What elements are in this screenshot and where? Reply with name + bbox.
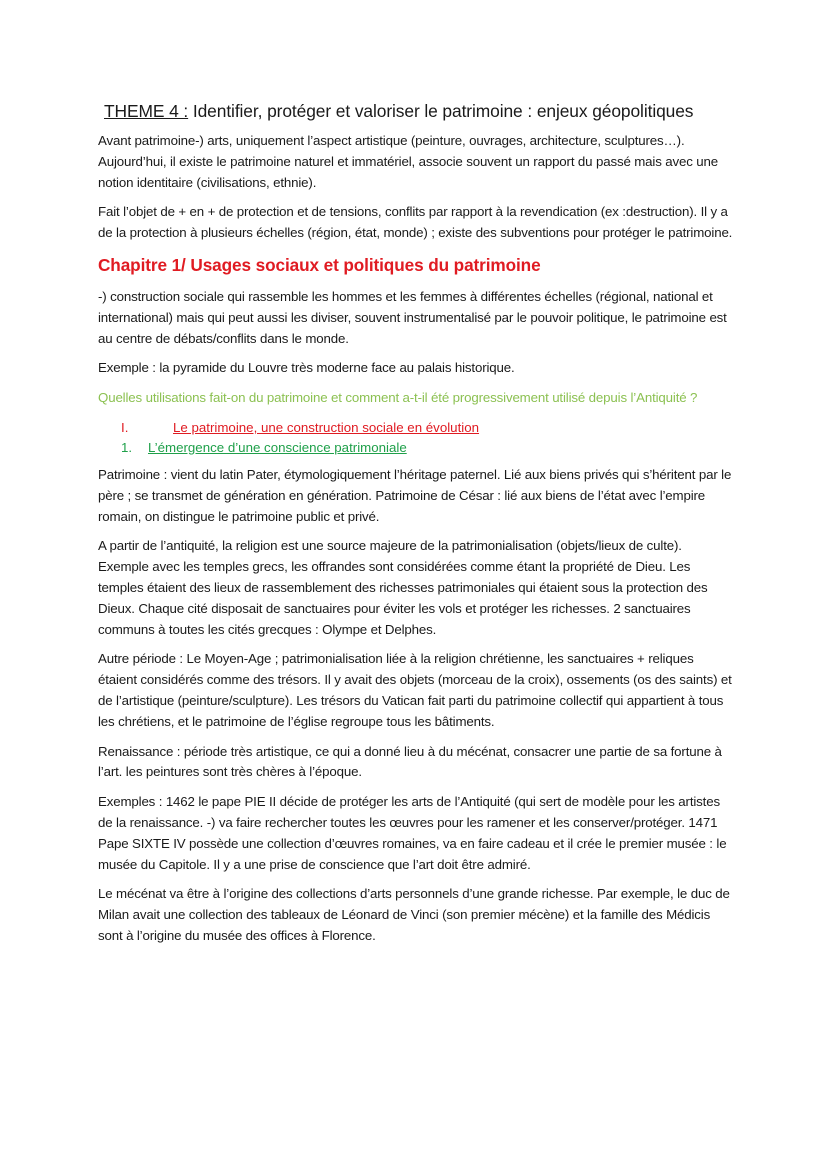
- problematic-question: Quelles utilisations fait-on du patrimoine et comment a-t-il été progressivement utilisé depuis l’Antiquité ?: [98, 390, 698, 406]
- outline-part-title: Le patrimoine, une construction sociale en évolution: [173, 419, 480, 435]
- body-paragraph-exemples: Exemples : 1462 le pape PIE II décide de protéger les arts de l’Antiquité (qui sert de modèle pour les artistes de la renaissance. -) va faire rechercher toutes les œuvres pour les ramener et les conserver/protéger. 1471 Pape SIXTE IV possède une collection d’œuvres romaines, va en faire cadeau et il crée le premier musée : le musée du Capitole. Il y a une prise de conscience que l’art doit être admiré.: [98, 794, 727, 872]
- outline-part-i: [98, 418, 734, 438]
- body-paragraph-renaissance: Renaissance : période très artistique, ce qui a donné lieu à du mécénat, consacrer une partie de sa fortune à l’art. les peintures sont très chères à l’époque.: [98, 743, 722, 780]
- intro-paragraph-2: Fait l’objet de + en + de protection et de tensions, conflits par rapport à la revendication (ex :destruction). Il y a de la protection à plusieurs échelles (région, état, monde) ; existe des subventions pour protéger le patrimoine.: [98, 204, 733, 241]
- body-paragraph-antiquite: A partir de l’antiquité, la religion est une source majeure de la patrimonialisation (objets/lieux de culte). Exemple avec les temples grecs, les offrandes sont considérées comme étant la propriété de Dieu. Les temples étaient des lieux de rassemblement des richesses patrimoniales qui étaient sous la protection des Dieux. Chaque cité disposait de sanctuaires pour éviter les vols et protéger les richesses. 2 sanctuaires communs à toutes les cités grecques : Olympe et Delphes.: [98, 538, 708, 637]
- chapter-paragraph-1: -) construction sociale qui rassemble les hommes et les femmes à différentes échelles (régional, national et international) mais qui peut aussi les diviser, souvent instrumentalisé par le pouvoir politique, le patrimoine est au centre de débats/conflits dans le monde.: [98, 288, 727, 346]
- theme-label: THEME 4 :: [104, 101, 189, 121]
- outline-part-number: I.: [121, 419, 129, 435]
- intro-paragraph-1: Avant patrimoine-) arts, uniquement l’aspect artistique (peinture, ouvrages, architecture, sculptures…). Aujourd’hui, il existe le patrimoine naturel et immatériel, associe souvent un rapport du passé mais avec une notion identitaire (civilisations, ethnie).: [98, 133, 719, 190]
- theme-title-text: Identifier, protéger et valoriser le patrimoine : enjeux géopolitiques: [188, 101, 694, 121]
- body-paragraph-moyen-age: Autre période : Le Moyen-Age ; patrimonialisation liée à la religion chrétienne, les sanctuaires + reliques étaient considérés comme des trésors. Il y avait des objets (morceau de la croix), ossements (os des saints) et de l’artistique (peinture/sculpture). Les trésors du Vatican fait parti du patrimoine collectif qui appartient à tous les chrétiens, et le patrimoine de l’église regroupe tous les bâtiments.: [98, 651, 732, 729]
- outline-subsection-1: [98, 438, 734, 458]
- outline-subsection-number: 1.: [121, 439, 133, 455]
- outline: [98, 418, 734, 458]
- theme-title: [104, 98, 734, 124]
- body-paragraph-patrimoine: Patrimoine : vient du latin Pater, étymologiquement l’héritage paternel. Lié aux biens privés qui s’héritent par le père ; se transmet de génération en génération. Patrimoine de César : lié aux biens de l’état avec l’empire romain, on distingue le patrimoine public et privé.: [98, 466, 732, 524]
- body-paragraph-mecenat: Le mécénat va être à l’origine des collections d’arts personnels d’une grande richesse. Par exemple, le duc de Milan avait une collection des tableaux de Léonard de Vinci (son premier mécène) et la famille des Médicis sont à l’origine du musée des offices à Florence.: [98, 886, 730, 943]
- chapter-title: Chapitre 1/ Usages sociaux et politiques du patrimoine: [98, 254, 541, 275]
- document-page: [98, 98, 734, 956]
- example-paragraph: Exemple : la pyramide du Louvre très moderne face au palais historique.: [98, 360, 515, 376]
- outline-subsection-title: L’émergence d’une conscience patrimoniale: [148, 439, 407, 455]
